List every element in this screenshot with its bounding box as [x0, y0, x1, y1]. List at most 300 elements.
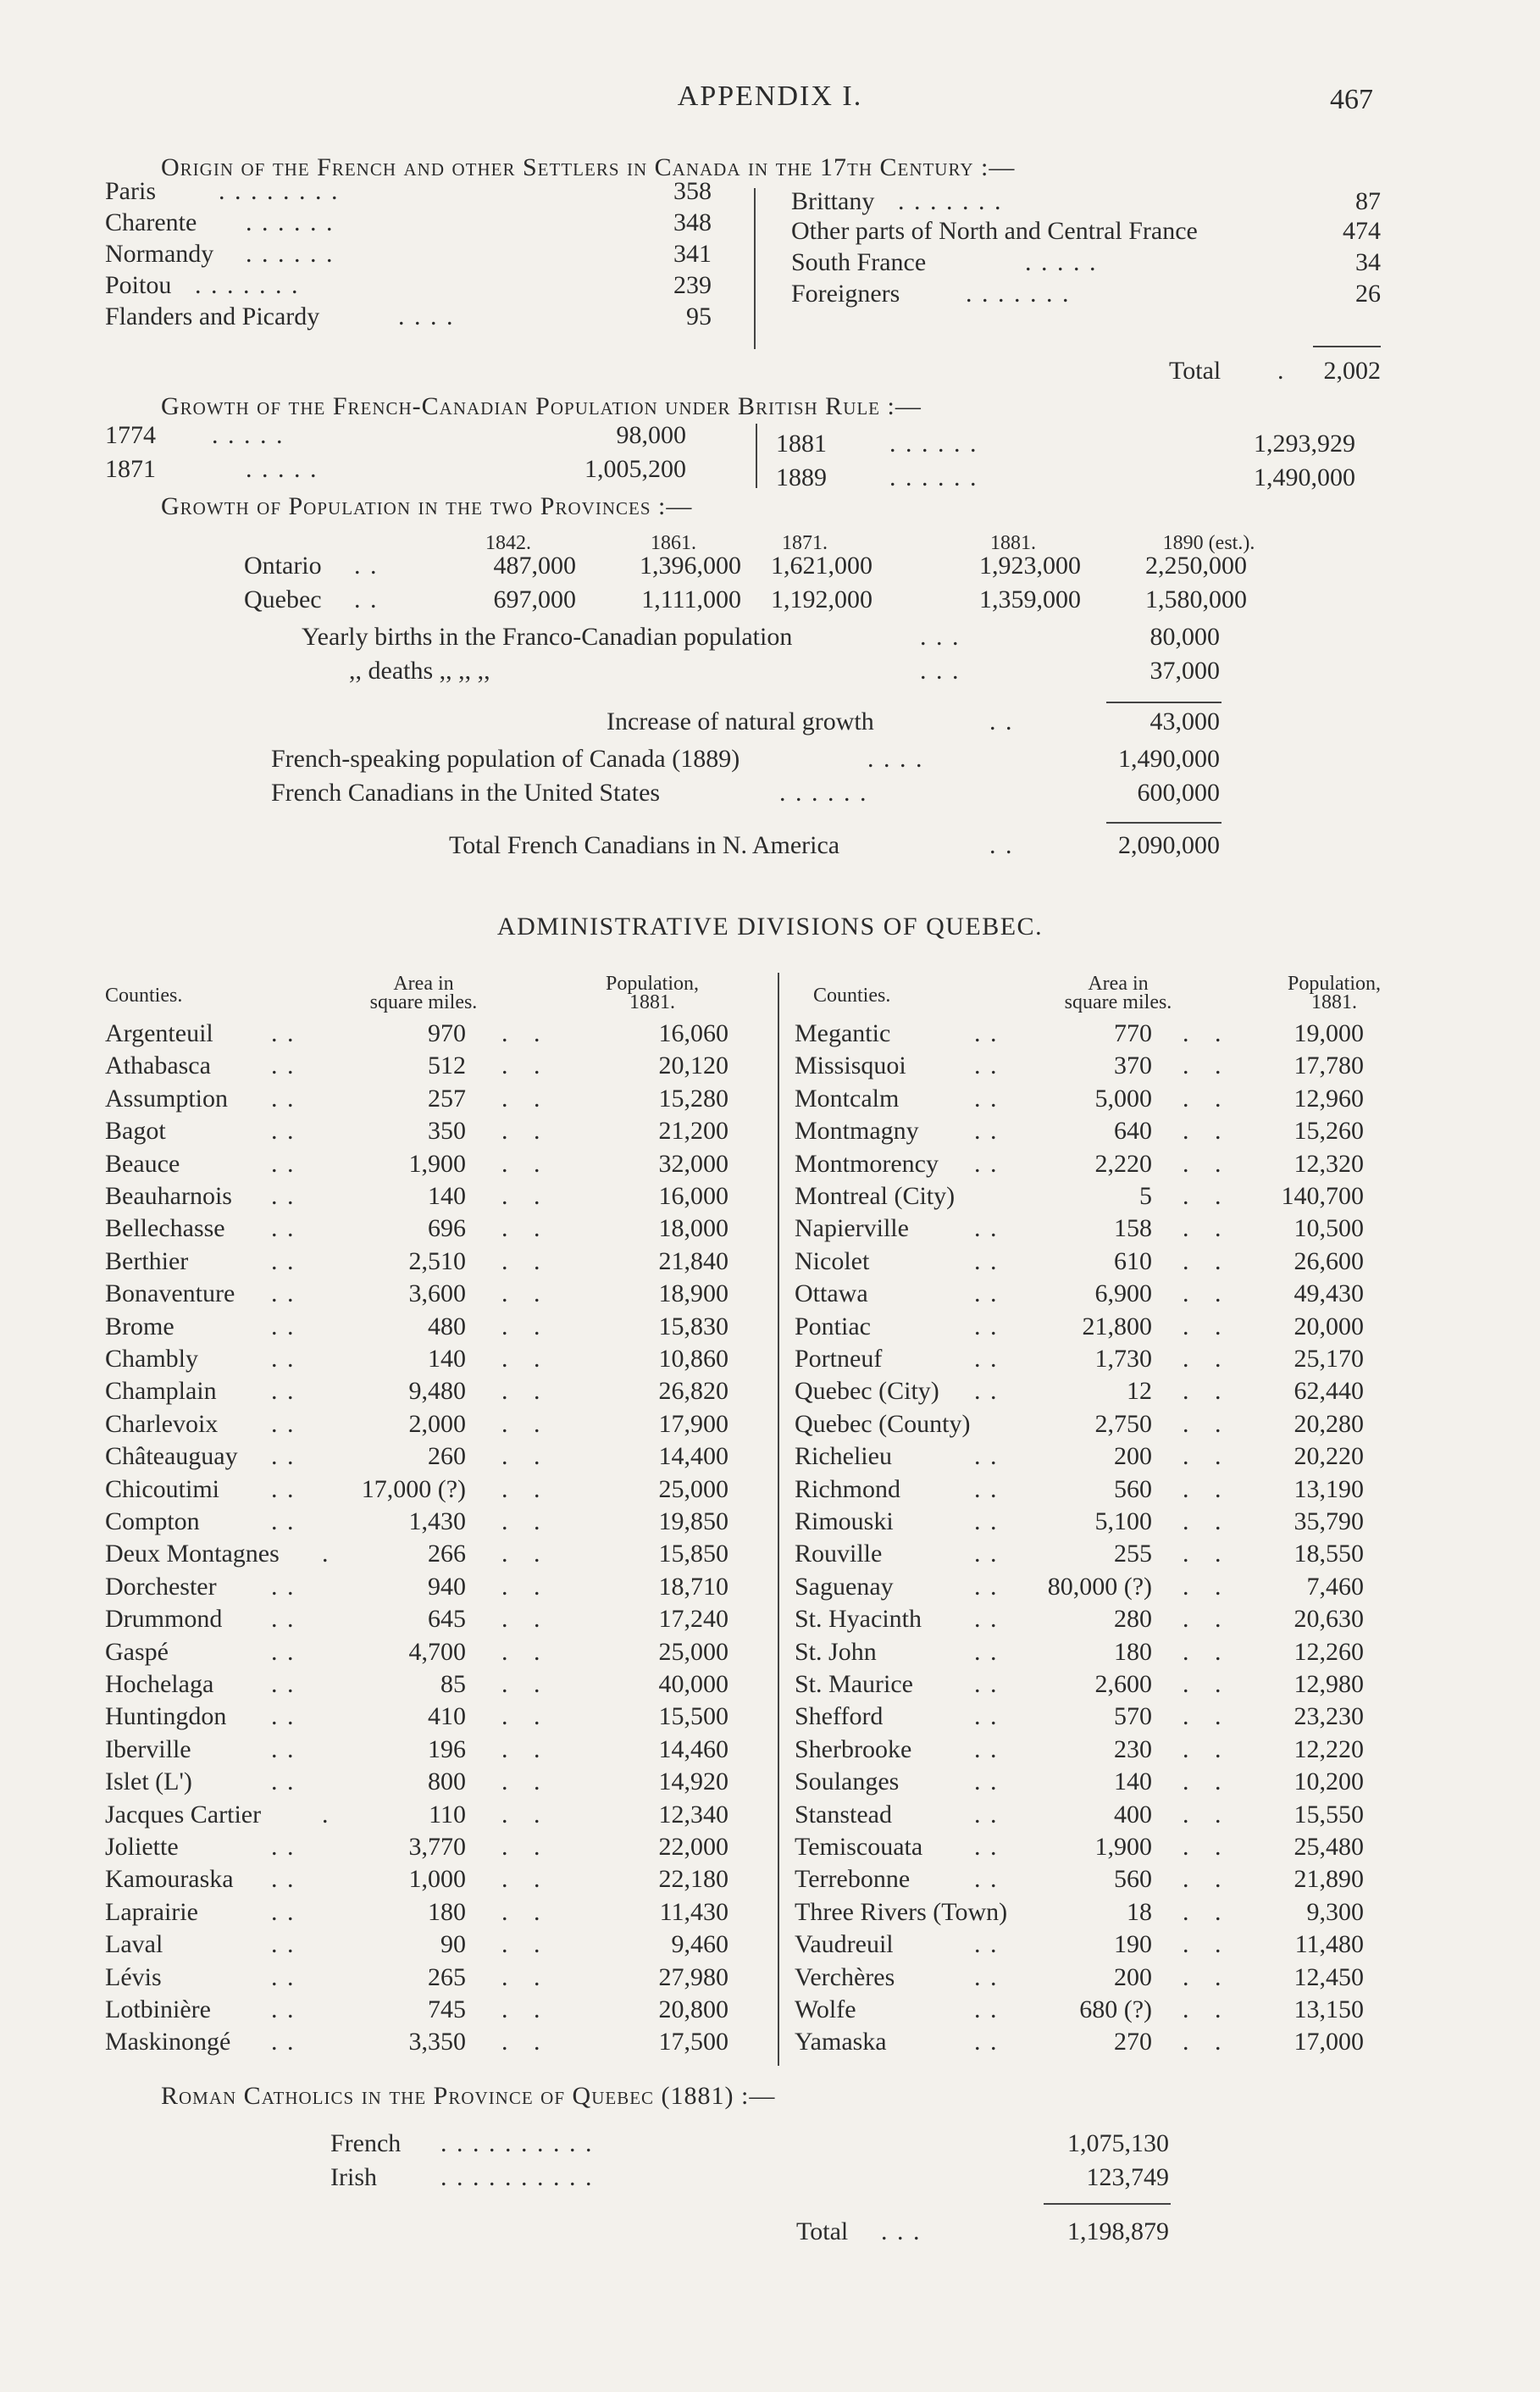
admin-population: 62,440 — [1293, 1377, 1364, 1405]
leader-dots: . . . . . . . — [966, 280, 1071, 308]
admin-population: 12,980 — [1293, 1670, 1364, 1698]
leader-dots: . — [322, 1801, 330, 1829]
admin-population: 14,400 — [658, 1442, 728, 1470]
leader-dots: . . — [271, 1702, 296, 1730]
admin-area: 6,900 — [1094, 1279, 1152, 1307]
admin-county: Wolfe — [795, 1995, 856, 2023]
leader-dots: . . — [974, 1605, 999, 1633]
leader-dots: . . — [974, 1540, 999, 1568]
leader-dots: . . — [501, 1833, 542, 1861]
admin-area: 1,730 — [1094, 1345, 1152, 1373]
leader-dots: . . — [974, 2028, 999, 2056]
year-header: 1842. — [485, 532, 531, 554]
admin-population: 9,460 — [671, 1930, 728, 1958]
admin-area: 21,800 — [1082, 1313, 1152, 1340]
admin-area: 90 — [440, 1930, 466, 1958]
admin-population: 17,900 — [658, 1410, 728, 1438]
origin-place: Charente — [105, 208, 197, 236]
leader-dots: . . — [974, 1345, 999, 1373]
catholic-total-rule — [1044, 2203, 1171, 2205]
admin-county: Saguenay — [795, 1573, 894, 1601]
leader-dots: . . — [1183, 1214, 1223, 1242]
admin-county: Terrebonne — [795, 1865, 911, 1893]
admin-population: 21,890 — [1293, 1865, 1364, 1893]
admin-population: 15,850 — [658, 1540, 728, 1568]
admin-area: 110 — [429, 1801, 466, 1829]
leader-dots: . . — [501, 2028, 542, 2056]
leader-dots: . . — [974, 1702, 999, 1730]
admin-population: 13,190 — [1293, 1475, 1364, 1503]
admin-area: 12 — [1127, 1377, 1152, 1405]
admin-county: Laval — [105, 1930, 163, 1958]
leader-dots: . . — [501, 1670, 542, 1698]
leader-dots: . . — [501, 1702, 542, 1730]
leader-dots: . . — [271, 1117, 296, 1145]
admin-area: 4,700 — [408, 1638, 466, 1666]
leader-dots: . . — [1183, 1930, 1223, 1958]
year-header: 1871. — [782, 532, 828, 554]
province-value: 697,000 — [493, 586, 576, 613]
admin-county: Montmorency — [795, 1150, 939, 1178]
leader-dots: . . — [271, 1475, 296, 1503]
leader-dots: . . — [974, 1670, 999, 1698]
admin-county: Rimouski — [795, 1507, 894, 1535]
origin-place: Paris — [105, 177, 156, 205]
admin-population: 26,600 — [1293, 1247, 1364, 1275]
leader-dots: . . — [501, 1605, 542, 1633]
admin-area: 5,100 — [1094, 1507, 1152, 1535]
province-value: 1,621,000 — [771, 552, 872, 580]
leader-dots: . . — [501, 1930, 542, 1958]
admin-area: 1,000 — [408, 1865, 466, 1893]
admin-county: Dorchester — [105, 1573, 217, 1601]
admin-area: 1,430 — [408, 1507, 466, 1535]
leader-dots: . . — [974, 1833, 999, 1861]
leader-dots: . . — [1183, 1898, 1223, 1926]
leader-dots: . . — [1183, 1833, 1223, 1861]
col-header-area: square miles. — [1064, 991, 1172, 1013]
province-name: Quebec — [244, 586, 322, 613]
leader-dots: . . — [271, 1573, 296, 1601]
growth-value: 1,005,200 — [584, 455, 686, 483]
admin-county: Temiscouata — [795, 1833, 923, 1861]
leader-dots: . . — [501, 1963, 542, 1991]
admin-population: 20,800 — [658, 1995, 728, 2023]
leader-dots: . . — [1183, 1865, 1223, 1893]
leader-dots: . . — [974, 1247, 999, 1275]
col-header-pop: 1881. — [1311, 991, 1357, 1013]
admin-county: Champlain — [105, 1377, 217, 1405]
leader-dots: . . — [501, 1279, 542, 1307]
admin-population: 18,710 — [658, 1573, 728, 1601]
col-header-pop: Population, — [605, 973, 699, 995]
admin-population: 49,430 — [1293, 1279, 1364, 1307]
growth-value: 1,293,929 — [1254, 430, 1355, 458]
admin-area: 180 — [1114, 1638, 1152, 1666]
leader-dots: . . . . — [398, 302, 455, 330]
admin-population: 23,230 — [1293, 1702, 1364, 1730]
leader-dots: . . — [271, 1995, 296, 2023]
admin-county: Iberville — [105, 1735, 191, 1763]
leader-dots: . . — [271, 1963, 296, 1991]
leader-dots: . . . . — [867, 745, 924, 773]
vital-label: Total French Canadians in N. America — [449, 831, 840, 859]
leader-dots: . . — [501, 1247, 542, 1275]
admin-area: 140 — [1114, 1768, 1152, 1795]
admin-area: 640 — [1114, 1117, 1152, 1145]
leader-dots: . . — [1183, 1638, 1223, 1666]
leader-dots: . . — [271, 1605, 296, 1633]
leader-dots: . . — [1183, 1540, 1223, 1568]
admin-area: 645 — [428, 1605, 466, 1633]
admin-county: Portneuf — [795, 1345, 883, 1373]
leader-dots: . . — [354, 552, 379, 580]
leader-dots: . . — [1183, 1768, 1223, 1795]
leader-dots: . . — [501, 1638, 542, 1666]
leader-dots: . . — [974, 1963, 999, 1991]
leader-dots: . . — [501, 1182, 542, 1210]
leader-dots: . . — [974, 1150, 999, 1178]
province-value: 1,111,000 — [641, 586, 741, 613]
admin-county: Deux Montagnes — [105, 1540, 280, 1568]
leader-dots: . . — [1183, 1605, 1223, 1633]
leader-dots: . . — [974, 1052, 999, 1079]
admin-county: Joliette — [105, 1833, 179, 1861]
admin-area: 9,480 — [408, 1377, 466, 1405]
leader-dots: . . — [974, 1019, 999, 1047]
origin-place: Brittany — [791, 187, 875, 215]
admin-area: 570 — [1114, 1702, 1152, 1730]
leader-dots: . . — [1183, 1475, 1223, 1503]
origin-value: 26 — [1355, 280, 1381, 308]
admin-county: Bellechasse — [105, 1214, 225, 1242]
admin-county: Bagot — [105, 1117, 166, 1145]
admin-county: Quebec (City) — [795, 1377, 939, 1405]
admin-area: 560 — [1114, 1475, 1152, 1503]
admin-area: 266 — [428, 1540, 466, 1568]
leader-dots: . . — [271, 1768, 296, 1795]
leader-dots: . . — [1183, 1150, 1223, 1178]
admin-area: 610 — [1114, 1247, 1152, 1275]
admin-population: 32,000 — [658, 1150, 728, 1178]
admin-county: Montcalm — [795, 1085, 900, 1113]
province-value: 1,923,000 — [979, 552, 1081, 580]
leader-dots: . . — [501, 1735, 542, 1763]
catholic-label: Irish — [330, 2163, 377, 2191]
admin-population: 7,460 — [1306, 1573, 1364, 1601]
admin-county: Richelieu — [795, 1442, 892, 1470]
col-header-county: Counties. — [813, 985, 891, 1007]
leader-dots: . . . . . . — [779, 779, 868, 807]
admin-area: 265 — [428, 1963, 466, 1991]
admin-county: Verchères — [795, 1963, 895, 1991]
leader-dots: . . . . . . . . — [219, 177, 340, 205]
admin-area: 350 — [428, 1117, 466, 1145]
admin-area: 5 — [1139, 1182, 1152, 1210]
leader-dots: . . — [271, 1898, 296, 1926]
admin-county: Jacques Cartier — [105, 1801, 262, 1829]
leader-dots: . . — [974, 1279, 999, 1307]
leader-dots: . . — [501, 1085, 542, 1113]
admin-population: 12,450 — [1293, 1963, 1364, 1991]
col-header-area: square miles. — [369, 991, 478, 1013]
leader-dots: . . — [501, 1442, 542, 1470]
admin-population: 11,480 — [1294, 1930, 1364, 1958]
admin-population: 17,780 — [1293, 1052, 1364, 1079]
admin-area: 770 — [1114, 1019, 1152, 1047]
vital-rule — [1106, 822, 1221, 824]
admin-area: 270 — [1114, 2028, 1152, 2056]
catholic-value: 1,075,130 — [1067, 2129, 1169, 2157]
leader-dots: . . — [1183, 1995, 1223, 2023]
admin-area: 745 — [428, 1995, 466, 2023]
leader-dots: . . — [1183, 1313, 1223, 1340]
admin-population: 15,500 — [658, 1702, 728, 1730]
leader-dots: . . . — [881, 2217, 922, 2245]
leader-dots: . . . . . . — [246, 240, 335, 268]
admin-population: 25,170 — [1293, 1345, 1364, 1373]
origin-value: 348 — [673, 208, 712, 236]
admin-area: 200 — [1114, 1442, 1152, 1470]
admin-county: Drummond — [105, 1605, 223, 1633]
admin-county: Nicolet — [795, 1247, 870, 1275]
admin-area: 200 — [1114, 1963, 1152, 1991]
admin-area: 410 — [428, 1702, 466, 1730]
admin-area: 800 — [428, 1768, 466, 1795]
admin-population: 22,180 — [658, 1865, 728, 1893]
leader-dots: . . — [501, 1507, 542, 1535]
admin-county: Megantic — [795, 1019, 891, 1047]
admin-county: Montmagny — [795, 1117, 919, 1145]
province-value: 2,250,000 — [1145, 552, 1247, 580]
admin-county: St. John — [795, 1638, 877, 1666]
leader-dots: . . . . . . . . . . — [440, 2163, 594, 2191]
admin-population: 10,200 — [1293, 1768, 1364, 1795]
admin-title: ADMINISTRATIVE DIVISIONS OF QUEBEC. — [496, 913, 1044, 941]
leader-dots: . . — [1183, 1085, 1223, 1113]
leader-dots: . . — [1183, 1670, 1223, 1698]
leader-dots: . . — [1183, 1735, 1223, 1763]
leader-dots: . . — [501, 1540, 542, 1568]
admin-county: Châteauguay — [105, 1442, 238, 1470]
admin-population: 11,430 — [659, 1898, 728, 1926]
vital-rule — [1106, 702, 1221, 703]
leader-dots: . . . . . — [212, 421, 285, 449]
admin-area: 255 — [1114, 1540, 1152, 1568]
origin-place: Poitou — [105, 271, 172, 299]
admin-area: 1,900 — [408, 1150, 466, 1178]
leader-dots: . . . . . . — [246, 208, 335, 236]
admin-area: 2,510 — [408, 1247, 466, 1275]
leader-dots: . . — [1183, 1442, 1223, 1470]
admin-county: Argenteuil — [105, 1019, 213, 1047]
origin-value: 358 — [673, 177, 712, 205]
leader-dots: . . — [501, 1150, 542, 1178]
admin-area: 3,350 — [408, 2028, 466, 2056]
leader-dots: . . — [501, 1865, 542, 1893]
leader-dots: . . — [974, 1801, 999, 1829]
origin-value: 341 — [673, 240, 712, 268]
year-header: 1890 (est.). — [1162, 532, 1255, 554]
leader-dots: . . — [501, 1801, 542, 1829]
leader-dots: . . — [974, 1313, 999, 1340]
admin-population: 40,000 — [658, 1670, 728, 1698]
admin-county: Ottawa — [795, 1279, 868, 1307]
admin-population: 9,300 — [1306, 1898, 1364, 1926]
admin-county: Assumption — [105, 1085, 229, 1113]
admin-population: 14,920 — [658, 1768, 728, 1795]
leader-dots: . . — [271, 1247, 296, 1275]
leader-dots: . . — [1183, 1702, 1223, 1730]
growth-provinces-heading: Growth of Population in the two Provinces :— — [161, 492, 693, 520]
leader-dots: . . — [974, 1995, 999, 2023]
admin-population: 19,850 — [658, 1507, 728, 1535]
leader-dots: . . — [501, 1019, 542, 1047]
admin-population: 20,630 — [1293, 1605, 1364, 1633]
catholic-total-value: 1,198,879 — [1067, 2217, 1169, 2245]
admin-area: 140 — [428, 1182, 466, 1210]
leader-dots: . . — [501, 1377, 542, 1405]
admin-county: Yamaska — [795, 2028, 887, 2056]
province-value: 1,192,000 — [771, 586, 872, 613]
catholic-label: French — [330, 2129, 402, 2157]
leader-dots: . . — [974, 1735, 999, 1763]
leader-dots: . . — [501, 1898, 542, 1926]
leader-dots: . . . . . — [1025, 248, 1098, 276]
leader-dots: . . — [271, 1052, 296, 1079]
admin-area: 158 — [1114, 1214, 1152, 1242]
admin-area: 3,600 — [408, 1279, 466, 1307]
leader-dots: . . — [271, 1345, 296, 1373]
leader-dots: . . — [271, 1182, 296, 1210]
admin-area: 5,000 — [1094, 1085, 1152, 1113]
leader-dots: . . — [271, 2028, 296, 2056]
leader-dots: . . . — [920, 657, 961, 685]
admin-county: Beauharnois — [105, 1182, 232, 1210]
admin-area: 230 — [1114, 1735, 1152, 1763]
leader-dots: . . — [974, 1638, 999, 1666]
admin-population: 17,500 — [658, 2028, 728, 2056]
admin-county: Rouville — [795, 1540, 883, 1568]
province-value: 1,396,000 — [640, 552, 741, 580]
leader-dots: . . — [1183, 1963, 1223, 1991]
origin-total-label: Total — [1169, 357, 1221, 385]
admin-county: Richmond — [795, 1475, 900, 1503]
leader-dots: . . — [501, 1313, 542, 1340]
leader-dots: . . — [271, 1377, 296, 1405]
admin-population: 17,240 — [658, 1605, 728, 1633]
admin-population: 16,060 — [658, 1019, 728, 1047]
admin-divider — [778, 973, 779, 2066]
leader-dots: . . — [501, 1768, 542, 1795]
admin-population: 16,000 — [658, 1182, 728, 1210]
col-header-area: Area in — [1088, 973, 1149, 995]
growth-year: 1889 — [776, 463, 827, 491]
vital-value: 2,090,000 — [1118, 831, 1220, 859]
origin-value: 87 — [1355, 187, 1381, 215]
admin-area: 680 (?) — [1079, 1995, 1152, 2023]
leader-dots: . . — [1183, 1182, 1223, 1210]
admin-population: 15,280 — [658, 1085, 728, 1113]
leader-dots: . . — [989, 831, 1014, 859]
catholics-heading: Roman Catholics in the Province of Quebec (1881) :— — [161, 2082, 776, 2110]
admin-county: Montreal (City) — [795, 1182, 956, 1210]
admin-county: Three Rivers (Town) — [795, 1898, 1008, 1926]
admin-county: Laprairie — [105, 1898, 198, 1926]
admin-county: Lévis — [105, 1963, 162, 1991]
leader-dots: . . — [271, 1085, 296, 1113]
leader-dots: . . — [974, 1442, 999, 1470]
admin-area: 940 — [428, 1573, 466, 1601]
admin-area: 257 — [428, 1085, 466, 1113]
origin-divider — [754, 188, 756, 349]
admin-county: Gaspé — [105, 1638, 169, 1666]
leader-dots: . . — [271, 1930, 296, 1958]
admin-county: Hochelaga — [105, 1670, 214, 1698]
origin-place: Other parts of North and Central France — [791, 217, 1198, 245]
leader-dots: . . — [1183, 1801, 1223, 1829]
admin-county: Kamouraska — [105, 1865, 234, 1893]
leader-dots: . . . . . . — [889, 463, 978, 491]
running-header: APPENDIX I. — [677, 80, 863, 112]
growth-year: 1774 — [105, 421, 156, 449]
leader-dots: . . — [1183, 1279, 1223, 1307]
leader-dots: . . — [974, 1117, 999, 1145]
leader-dots: . . — [271, 1279, 296, 1307]
leader-dots: . . — [501, 1573, 542, 1601]
leader-dots: . . — [271, 1410, 296, 1438]
admin-area: 2,220 — [1094, 1150, 1152, 1178]
admin-area: 3,770 — [408, 1833, 466, 1861]
admin-county: Vaudreuil — [795, 1930, 894, 1958]
vital-value: 80,000 — [1149, 623, 1220, 651]
leader-dots: . . . . . . . . . . — [440, 2129, 594, 2157]
leader-dots: . . — [354, 586, 379, 613]
leader-dots: . . — [974, 1768, 999, 1795]
col-header-pop: 1881. — [629, 991, 675, 1013]
leader-dots: . . — [271, 1313, 296, 1340]
origin-total-dots: . — [1277, 357, 1286, 385]
admin-population: 20,280 — [1293, 1410, 1364, 1438]
admin-area: 970 — [428, 1019, 466, 1047]
vital-label: French Canadians in the United States — [271, 779, 661, 807]
admin-population: 20,220 — [1293, 1442, 1364, 1470]
admin-population: 13,150 — [1293, 1995, 1364, 2023]
leader-dots: . . — [271, 1214, 296, 1242]
admin-area: 1,900 — [1094, 1833, 1152, 1861]
leader-dots: . . — [271, 1833, 296, 1861]
admin-population: 21,200 — [658, 1117, 728, 1145]
origin-value: 239 — [673, 271, 712, 299]
province-name: Ontario — [244, 552, 322, 580]
col-header-county: Counties. — [105, 985, 183, 1007]
leader-dots: . . . — [920, 623, 961, 651]
origin-heading: Origin of the French and other Settlers in Canada in the 17th Century :— — [161, 153, 1016, 181]
vital-value: 43,000 — [1149, 708, 1220, 735]
admin-county: Beauce — [105, 1150, 180, 1178]
origin-value: 95 — [686, 302, 712, 330]
admin-county: Compton — [105, 1507, 200, 1535]
leader-dots: . . . . . . — [889, 430, 978, 458]
admin-population: 14,460 — [658, 1735, 728, 1763]
admin-area: 85 — [440, 1670, 466, 1698]
vital-value: 37,000 — [1149, 657, 1220, 685]
leader-dots: . — [322, 1540, 330, 1568]
admin-population: 27,980 — [658, 1963, 728, 1991]
leader-dots: . . — [1183, 1117, 1223, 1145]
admin-county: Chicoutimi — [105, 1475, 219, 1503]
leader-dots: . . . . . — [246, 455, 319, 483]
